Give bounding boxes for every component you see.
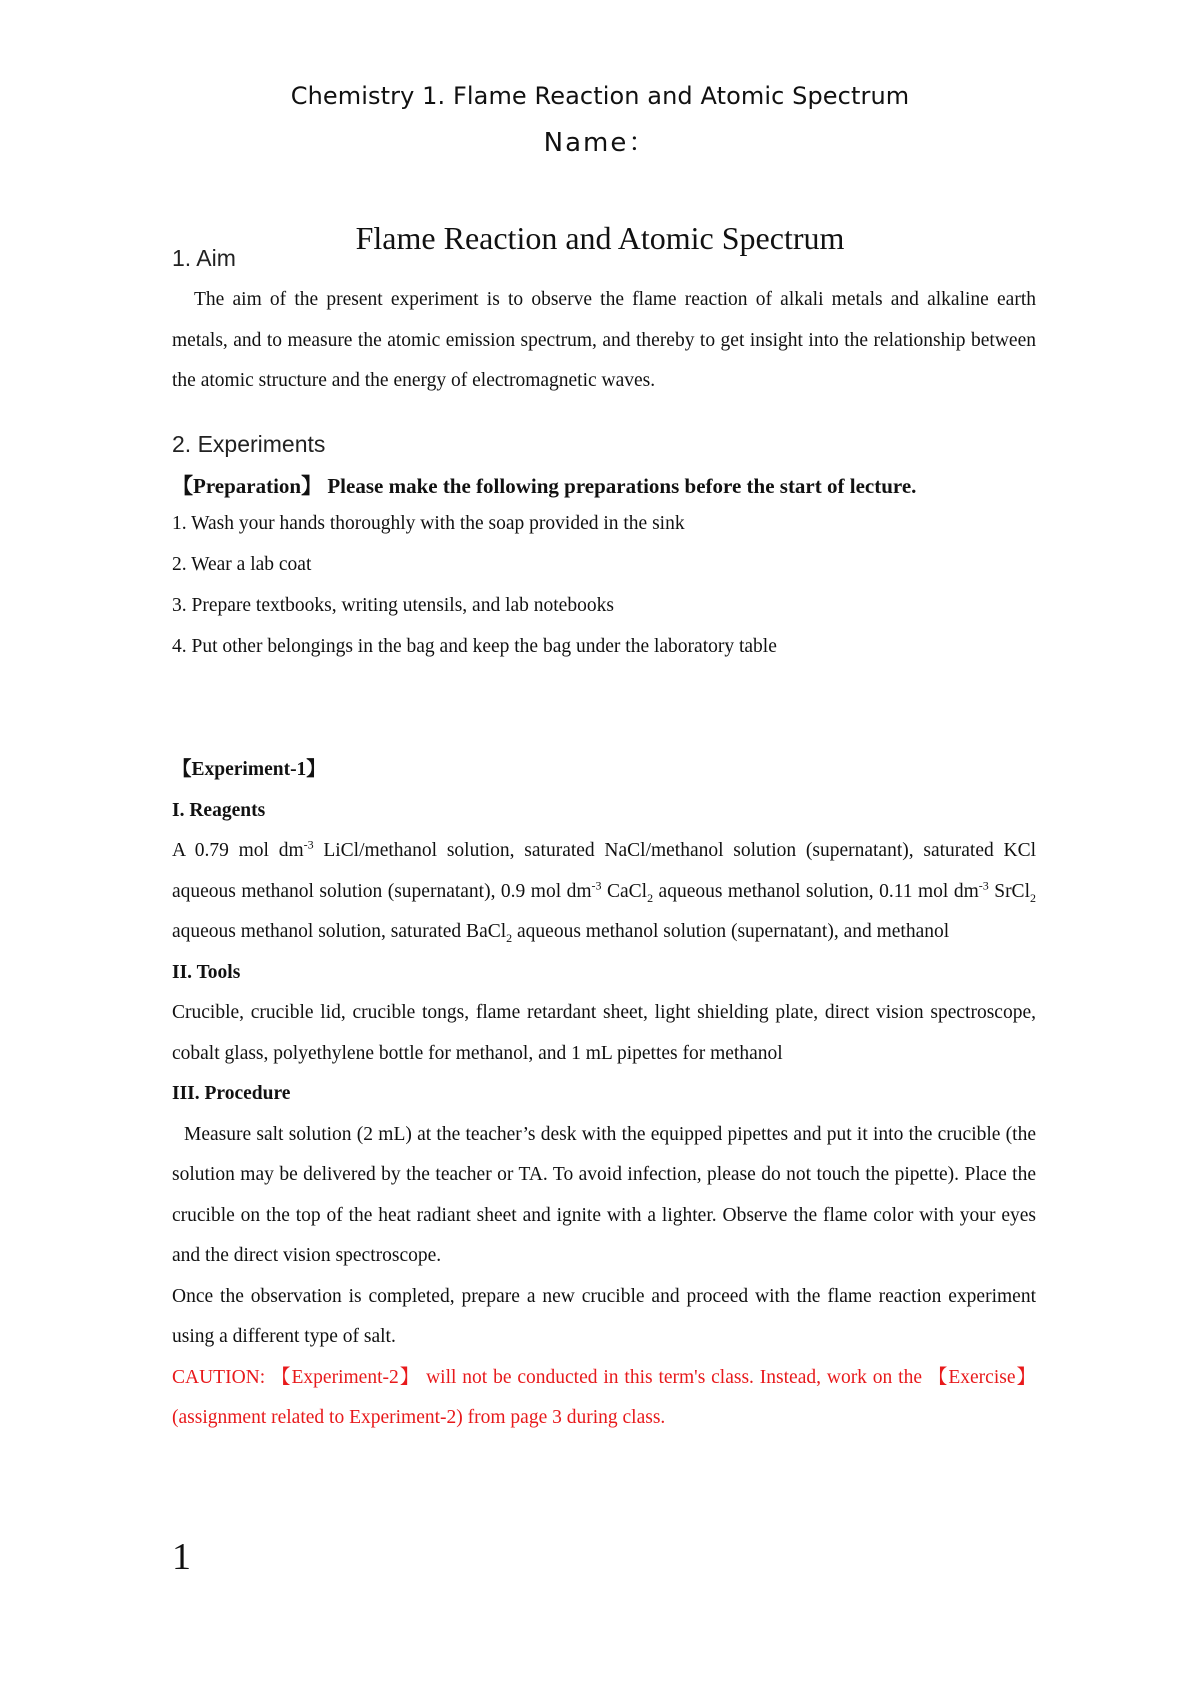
list-item: 1. Wash your hands thoroughly with the soap provided in the sink	[172, 512, 685, 534]
caution-note: CAUTION: 【Experiment-2】 will not be conducted in this term's class. Instead, work on the 【Exercise】 (assignment related to Experiment-2) from page 3 during class.	[172, 1366, 1036, 1428]
header-title: Chemistry 1. Flame Reaction and Atomic Spectrum	[290, 82, 910, 110]
aim-heading: 1. Aim	[172, 245, 236, 271]
preparation-heading: 【Preparation】 Please make the following preparations before the start of lecture.	[172, 474, 917, 498]
document-title: Flame Reaction and Atomic Spectrum	[355, 220, 845, 256]
page-number: 1	[172, 1536, 191, 1578]
experiment1-section	[172, 750, 1036, 1439]
reagents-heading: I. Reagents	[172, 799, 266, 821]
list-item: 2. Wear a lab coat	[172, 553, 312, 575]
procedure-heading: III. Procedure	[172, 1083, 291, 1104]
procedure-paragraph-1: Measure salt solution (2 mL) at the teacher’s desk with the equipped pipettes and put it into the crucible (the solution may be delivered by the teacher or TA. To avoid infection, please do not touch the pipette). Place the crucible on the top of the heat radiant sheet and ignite with a lighter. Observe the flame color with your eyes and the direct vision spectroscope.	[172, 1123, 1036, 1266]
preparation-list	[172, 503, 1036, 667]
tools-heading: II. Tools	[172, 961, 241, 983]
list-item: 3. Prepare textbooks, writing utensils, and lab notebooks	[172, 594, 614, 616]
experiment1-heading: 【Experiment-1】	[172, 759, 326, 780]
tools-paragraph: Crucible, crucible lid, crucible tongs, flame retardant sheet, light shielding plate, direct vision spectroscope, cobalt glass, polyethylene bottle for methanol, and 1 mL pipettes for methanol	[172, 1002, 1036, 1064]
procedure-paragraph-2: Once the observation is completed, prepare a new crucible and proceed with the flame reaction experiment using a different type of salt.	[172, 1285, 1036, 1347]
preparation-section	[172, 466, 1036, 667]
reagents-paragraph: A 0.79 mol $dm^{-3}$ LiCl/methanol solution, saturated NaCl/methanol solution (supernatant), saturated KCl aqueous methanol solution (supernatant), 0.9 mol $dm^{-3}$ CaCl$_2$ aqueous methanol solution, 0.11 mol $dm^{-3}$ SrCl$_2$ aqueous methanol solution, saturated BaCl$_2$ aqueous methanol solution (supernatant), and methanol	[172, 837, 1036, 945]
name-field-label: Name：	[543, 128, 657, 158]
experiments-heading: 2. Experiments	[172, 431, 326, 457]
list-item: 4. Put other belongings in the bag and keep the bag under the laboratory table	[172, 635, 777, 657]
aim-paragraph: The aim of the present experiment is to observe the flame reaction of alkali metals and alkaline earth metals, and to measure the atomic emission spectrum, and thereby to get insight into the relationship between the atomic structure and the energy of electromagnetic waves.	[172, 289, 1036, 391]
